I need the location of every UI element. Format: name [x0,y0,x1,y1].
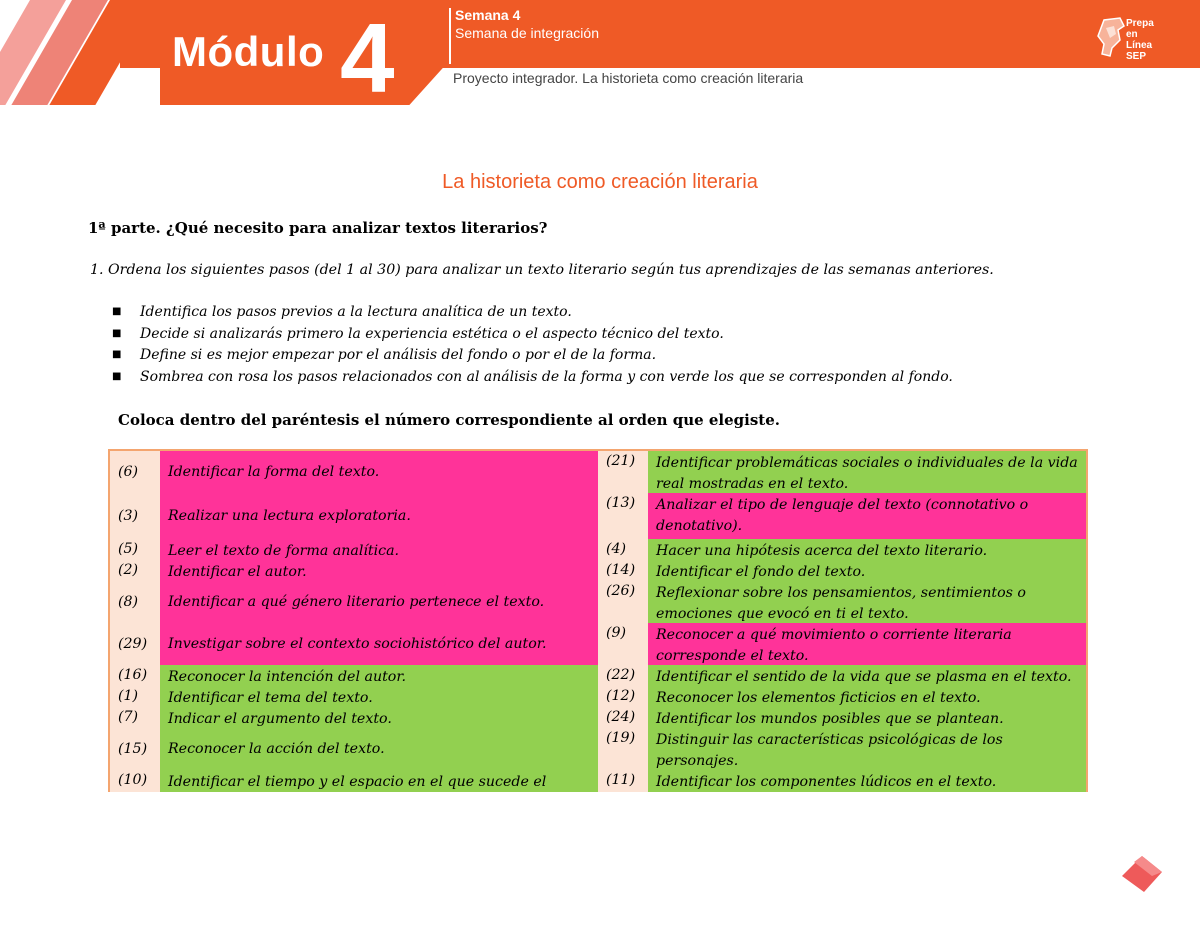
list-item: ■ Define si es mejor empezar por el análisis del fondo o por el de la forma. [112,347,657,363]
left-column [110,451,598,792]
table-row [110,493,598,539]
step-number: (8) [110,581,160,623]
step-number: (26) [598,581,648,623]
step-text: Identificar los mundos posibles que se plantean. [648,707,1086,728]
step-text: Reflexionar sobre los pensamientos, sentimientos o emociones que evocó en ti el texto. [648,581,1086,623]
step-number: (13) [598,493,648,539]
step-text: Leer el texto de forma analítica. [160,539,598,560]
table-row [598,686,1086,707]
document-title: La historieta como creación literaria [442,171,758,193]
step-text: Reconocer la intención del autor. [160,665,598,686]
page-header [0,0,1200,113]
step-number: (19) [598,728,648,770]
step-number: (9) [598,623,648,665]
table-row [598,623,1086,665]
module-label: Módulo [172,28,325,75]
step-text: Reconocer a qué movimiento o corriente literaria corresponde el texto. [648,623,1086,665]
step-text: Indicar el argumento del texto. [160,707,598,728]
step-number: (2) [110,560,160,581]
right-column [598,451,1086,792]
step-text: Identificar el tiempo y el espacio en el que sucede el [160,770,598,792]
step-number: (12) [598,686,648,707]
corner-diamond-icon [1122,856,1162,892]
table-row [110,623,598,665]
bullet-list [112,304,953,390]
step-number: (24) [598,707,648,728]
list-item: ■ Sombrea con rosa los pasos relacionados con al análisis de la forma y con verde los que se corresponden al fondo. [112,368,953,385]
module-number: 4 [340,3,395,113]
step-text: Reconocer la acción del texto. [160,728,598,770]
table-row [598,665,1086,686]
step-number: (22) [598,665,648,686]
step-text: Reconocer los elementos ficticios en el texto. [648,686,1086,707]
step-text: Identificar la forma del texto. [160,451,598,493]
table-row [110,728,598,770]
table-row [598,493,1086,539]
table-row [598,581,1086,623]
project-title: Proyecto integrador. La historieta como creación literaria [453,70,804,86]
instruction: 1. Ordena los siguientes pasos (del 1 al 30) para analizar un texto literario según tus aprendizajes de las semanas anteriores. [90,262,994,278]
step-number: (10) [110,770,160,792]
step-number: (21) [598,451,648,493]
step-number: (3) [110,493,160,539]
part-heading: 1ª parte. ¿Qué necesito para analizar textos literarios? [88,219,548,237]
table-row [598,539,1086,560]
step-text: Analizar el tipo de lenguaje del texto (connotativo o denotativo). [648,493,1086,539]
step-number: (1) [110,686,160,707]
table-row [110,451,598,493]
bullet-icon: ■ [112,370,122,382]
list-item: ■ Identifica los pasos previos a la lectura analítica de un texto. [112,304,572,320]
table-row [598,707,1086,728]
step-number: (16) [110,665,160,686]
bullet-icon: ■ [112,306,122,317]
table-row [110,665,598,686]
step-text: Investigar sobre el contexto sociohistórico del autor. [160,623,598,665]
step-text: Identificar el tema del texto. [160,686,598,707]
week-label: Semana 4 [455,7,521,23]
table-row [110,560,598,581]
table-row [598,560,1086,581]
step-text: Identificar los componentes lúdicos en el texto. [648,770,1086,792]
step-text: Identificar a qué género literario pertenece el texto. [160,581,598,623]
step-text: Distinguir las características psicológicas de los personajes. [648,728,1086,770]
table-row [598,451,1086,493]
table-row [110,539,598,560]
step-number: (11) [598,770,648,792]
step-text: Identificar el sentido de la vida que se plasma en el texto. [648,665,1086,686]
step-number: (14) [598,560,648,581]
table-row [110,707,598,728]
step-number: (4) [598,539,648,560]
step-text: Identificar el fondo del texto. [648,560,1086,581]
place-instruction: Coloca dentro del paréntesis el número correspondiente al orden que elegiste. [118,411,780,429]
step-number: (29) [110,623,160,665]
table-row [598,728,1086,770]
bullet-icon: ■ [112,349,122,360]
step-text: Identificar el autor. [160,560,598,581]
logo-text: Prepa en Línea SEP [1126,18,1154,62]
step-text: Realizar una lectura exploratoria. [160,493,598,539]
table-row [110,686,598,707]
step-text: Identificar problemáticas sociales o individuales de la vida real mostradas en el texto. [648,451,1086,493]
step-number: (6) [110,451,160,493]
table-row [598,770,1086,792]
step-text: Hacer una hipótesis acerca del texto literario. [648,539,1086,560]
week-subtitle: Semana de integración [455,25,599,41]
bullet-icon: ■ [112,327,122,339]
step-number: (15) [110,728,160,770]
step-number: (5) [110,539,160,560]
table-row [110,770,598,792]
header-divider [449,8,451,64]
steps-table [108,449,1088,792]
list-item: ■ Decide si analizarás primero la experiencia estética o el aspecto técnico del texto. [112,325,724,342]
table-row [110,581,598,623]
step-number: (7) [110,707,160,728]
